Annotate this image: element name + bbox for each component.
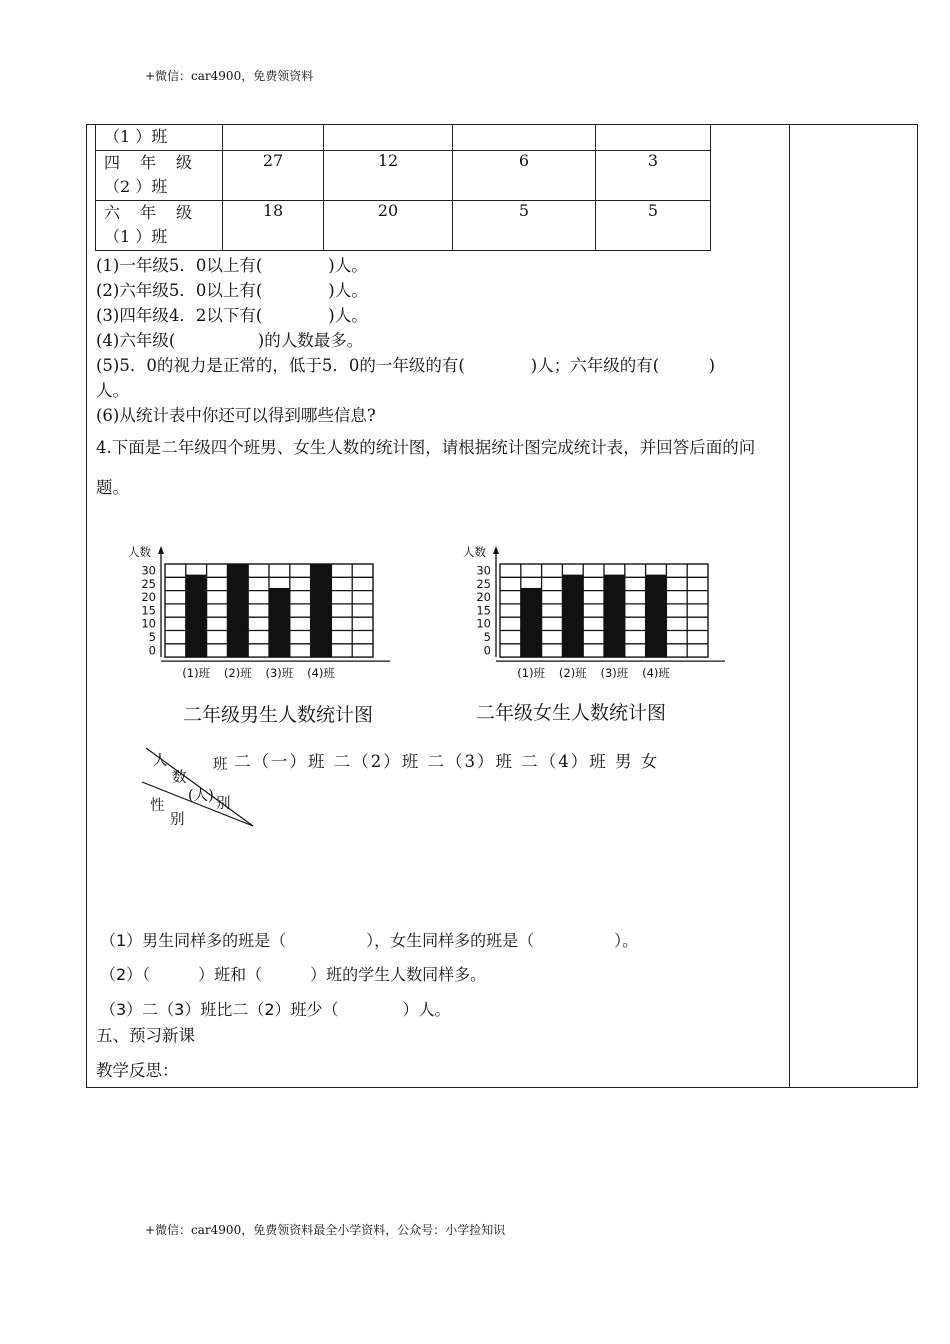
table-cell [324,125,453,151]
row-label: （1 ）班 [96,125,223,151]
table-row [96,151,711,201]
diag-label: 数 [172,770,187,786]
x-tick-label: (1)班 [517,666,546,680]
boys-bar-chart [120,540,390,680]
diag-label: 别 [170,812,185,828]
y-tick-label: 15 [476,603,491,618]
x-tick-label: (1)班 [182,666,211,680]
question-4-prompt: 4.下面是二年级四个班男、女生人数的统计图，请根据统计图完成统计表，并回答后面的问题。 [96,438,756,497]
y-tick-label: 30 [141,563,156,578]
table-cell [223,125,324,151]
diag-label: 人 [153,753,168,769]
boys-chart-title: 二年级男生人数统计图 [183,704,374,726]
y-axis-arrow [493,546,499,554]
x-tick-label: (4)班 [642,666,670,680]
vision-stats-table [95,124,711,251]
bar-4 [311,564,332,657]
question-5: (5)5．0的视力是正常的，低于5．0的一年级的有( )人；六年级的有( ) [96,356,716,375]
y-tick-label: 20 [476,590,491,605]
diag-label: 性 [150,798,165,814]
sub-question-2: （2）（ ）班和（ ）班的学生人数同样多。 [100,965,487,984]
table-cell: 5 [596,201,711,251]
row-label: 六年级 （1 ）班 [96,201,223,251]
x-tick-label: (2)班 [558,666,587,680]
table-cell [453,125,596,151]
y-tick-label: 25 [141,576,156,591]
x-tick-label: (4)班 [307,666,335,680]
bar-2 [227,564,248,657]
table-cell: 3 [596,151,711,201]
table-cell: 18 [223,201,324,251]
section-five-heading: 五、预习新课 [96,1026,195,1045]
y-axis-label: 人数 [128,545,151,559]
question-1: (1)一年级5．0以上有( )人。 [96,256,368,275]
girls-chart-title: 二年级女生人数统计图 [476,702,667,724]
bar-1 [521,588,542,657]
frame-divider [789,124,790,1088]
table-row [96,125,711,151]
y-tick-label: 20 [141,590,156,605]
x-tick-label: (2)班 [223,666,252,680]
y-axis-label: 人数 [463,545,486,559]
x-tick-label: (3)班 [265,666,294,680]
question-3: (3)四年级4．2以下有( )人。 [96,306,368,325]
table-cell: 5 [453,201,596,251]
table-cell: 6 [453,151,596,201]
y-tick-label: 15 [141,603,156,618]
y-tick-label: 0 [148,643,156,658]
question-2: (2)六年级5．0以上有( )人。 [96,281,368,300]
table-row [96,201,711,251]
question-6: (6)从统计表中你还可以得到哪些信息? [96,406,376,425]
y-tick-label: 10 [141,616,156,631]
y-tick-label: 30 [476,563,491,578]
question-5-cont: 人。 [96,381,129,400]
y-tick-label: 0 [483,643,491,658]
diag-label: 班 [213,757,228,773]
page-footer: +微信：car4900，免费领资料最全小学资料，公众号：小学捡知识 [145,1223,506,1237]
question-4: (4)六年级( )的人数最多。 [96,331,364,350]
sub-question-1: （1）男生同样多的班是（ ），女生同样多的班是（ ）。 [100,931,639,950]
bar-3 [269,588,290,657]
bar-3 [604,575,625,657]
teaching-reflection-label: 教学反思： [96,1061,179,1080]
bar-1 [186,575,207,657]
table-cell: 20 [324,201,453,251]
table-cell [596,125,711,151]
y-tick-label: 25 [476,576,491,591]
sub-question-3: （3）二（3）班比二（2）班少（ ）人。 [100,1000,451,1019]
table-cell: 27 [223,151,324,201]
gender-table-header: 二（一）班 二（2）班 二（3）班 二（4）班 男 女 [234,752,660,771]
y-tick-label: 5 [148,630,156,644]
y-tick-label: 10 [476,616,491,631]
x-tick-label: (3)班 [600,666,629,680]
girls-bar-chart [455,540,725,680]
page-header: +微信：car4900，免费领资料 [145,69,314,83]
table-cell: 12 [324,151,453,201]
bar-2 [562,575,583,657]
row-label: 四年级 （2 ）班 [96,151,223,201]
y-tick-label: 5 [483,630,491,644]
y-axis-arrow [158,546,164,554]
bar-4 [646,575,667,657]
diag-label: 别 [216,796,231,812]
diag-label: (人) [188,788,214,804]
